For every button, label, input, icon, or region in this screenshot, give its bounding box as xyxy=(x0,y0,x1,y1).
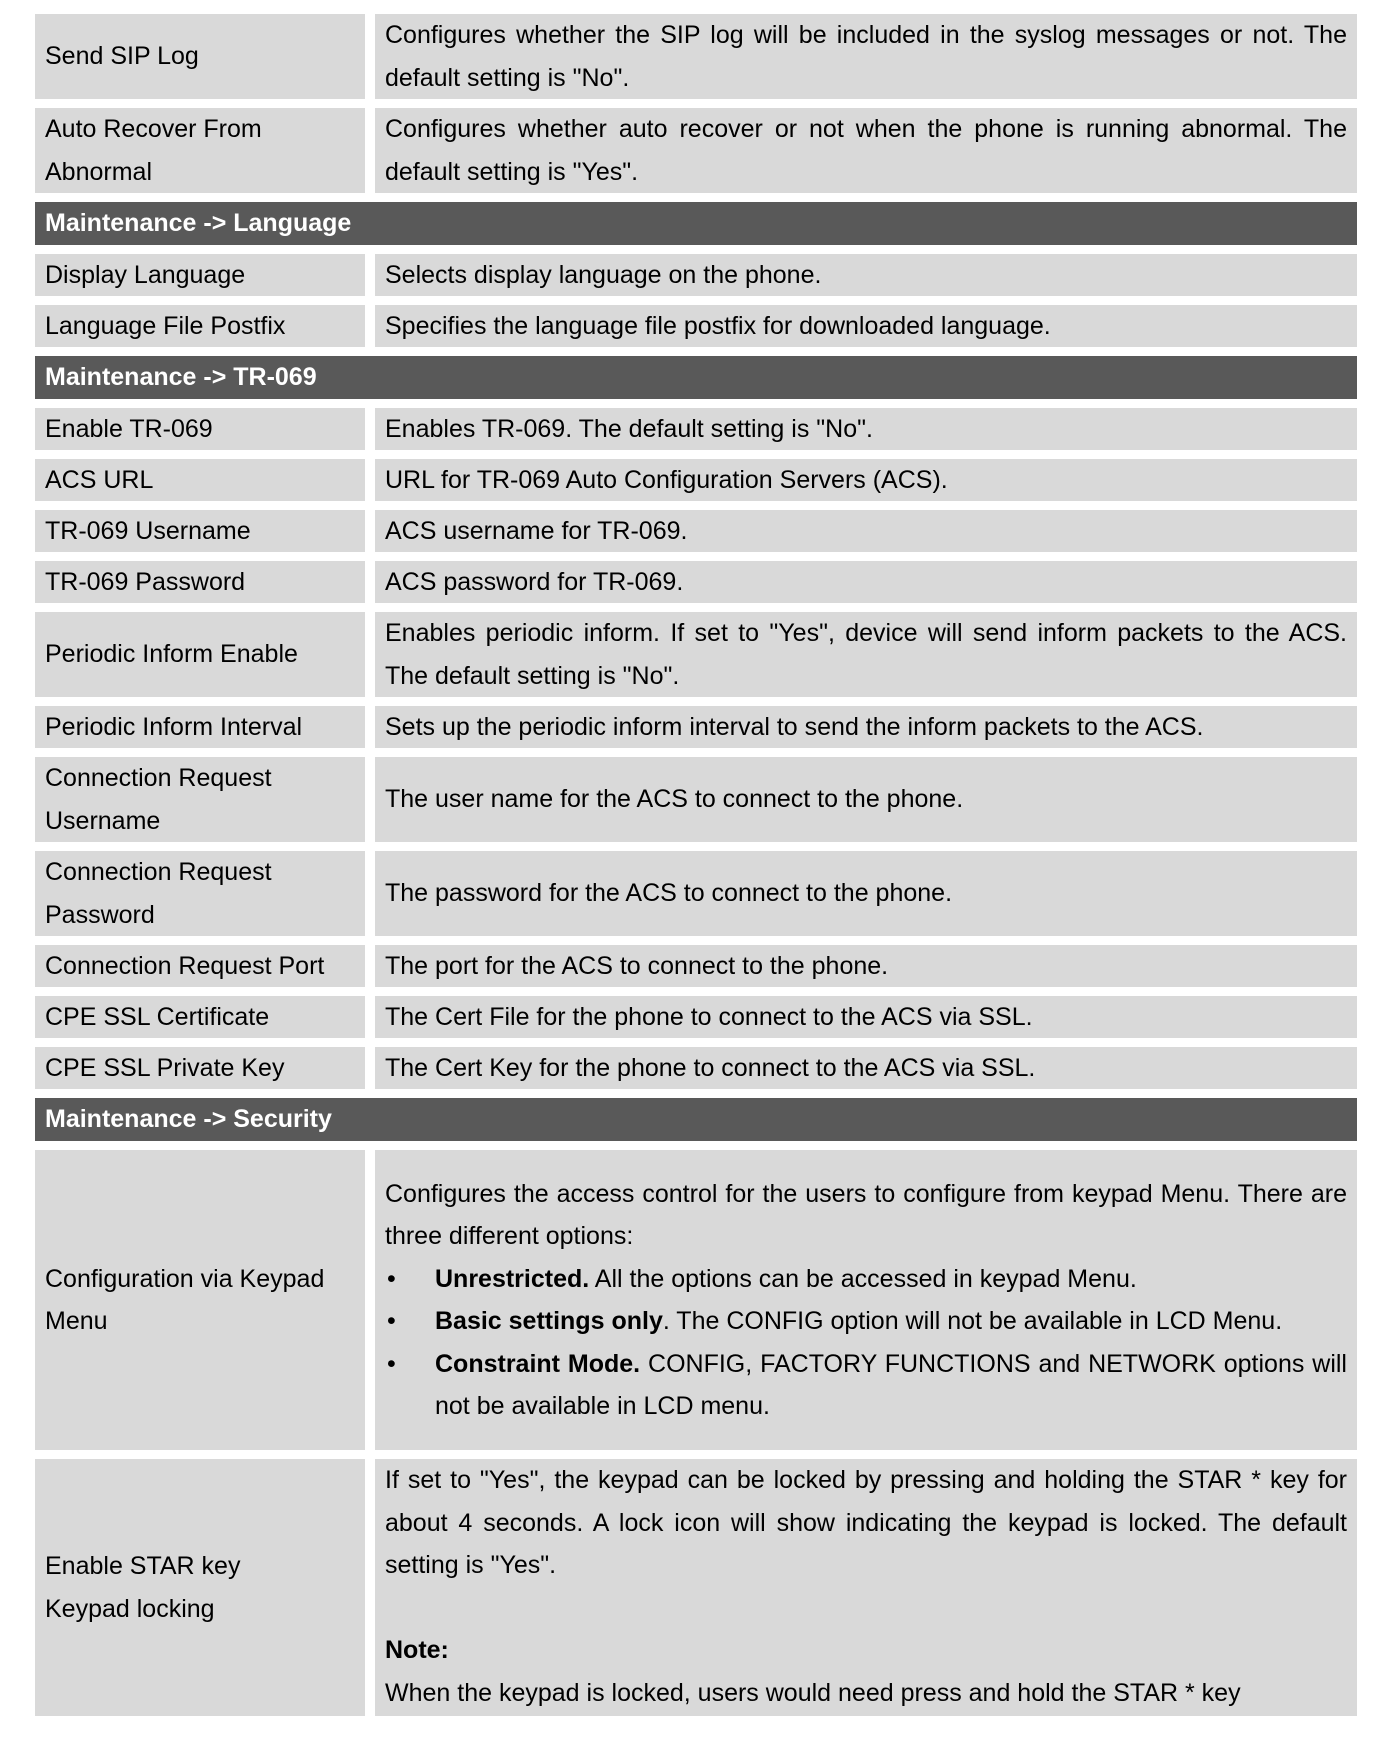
table-row-auto-recover xyxy=(35,108,1357,193)
table-row-language-file-postfix xyxy=(35,305,1357,347)
row-label: Periodic Inform Enable xyxy=(35,612,365,697)
table-row-tr069-password xyxy=(35,561,1357,603)
section-header-tr069: Maintenance -> TR-069 xyxy=(35,356,1357,399)
description-text: ACS password for TR-069. xyxy=(385,567,684,596)
row-description xyxy=(375,612,1357,697)
row-label: Connection Request Username xyxy=(35,757,365,842)
row-description xyxy=(375,459,1357,501)
note-title xyxy=(385,1629,1347,1672)
row-description xyxy=(375,1459,1357,1716)
row-label: Auto Recover From Abnormal xyxy=(35,108,365,193)
option-text: CONFIG, FACTORY FUNCTIONS and NETWORK options will not be available in LCD menu. xyxy=(435,1349,1347,1420)
description-text: The Cert File for the phone to connect to the ACS via SSL. xyxy=(385,1002,1033,1031)
row-description xyxy=(375,1150,1357,1450)
table-row-periodic-inform-enable xyxy=(35,612,1357,697)
row-label: ACS URL xyxy=(35,459,365,501)
row-description xyxy=(375,706,1357,748)
row-label: Connection Request Port xyxy=(35,945,365,987)
row-label: CPE SSL Private Key xyxy=(35,1047,365,1089)
description-text: URL for TR-069 Auto Configuration Servers (ACS). xyxy=(385,465,948,494)
table-row-connection-request-username xyxy=(35,757,1357,842)
row-description xyxy=(375,510,1357,552)
description-text: ACS username for TR-069. xyxy=(385,516,688,545)
description-text: Specifies the language file postfix for downloaded language. xyxy=(385,311,1051,340)
row-label: Language File Postfix xyxy=(35,305,365,347)
label-line-2: Keypad locking xyxy=(45,1594,215,1623)
table-row-connection-request-port xyxy=(35,945,1357,987)
description-text: The Cert Key for the phone to connect to the ACS via SSL. xyxy=(385,1053,1036,1082)
label-line-1: Enable STAR key xyxy=(45,1552,241,1580)
settings-table xyxy=(35,14,1357,1725)
row-label: Periodic Inform Interval xyxy=(35,706,365,748)
section-header-security: Maintenance -> Security xyxy=(35,1098,1357,1141)
table-row-enable-tr069 xyxy=(35,408,1357,450)
note-title-text: Note: xyxy=(385,1636,449,1664)
row-label: Enable TR-069 xyxy=(35,408,365,450)
row-description xyxy=(375,108,1357,193)
option-unrestricted xyxy=(385,1258,1347,1301)
row-label: TR-069 Password xyxy=(35,561,365,603)
row-label: Connection Request Password xyxy=(35,851,365,936)
row-description xyxy=(375,254,1357,296)
table-row-config-via-keypad-menu xyxy=(35,1150,1357,1450)
row-description xyxy=(375,561,1357,603)
description-text: The user name for the ACS to connect to the phone. xyxy=(385,785,964,814)
option-text: All the options can be accessed in keypad Menu. xyxy=(589,1264,1137,1293)
description-text: Enables TR-069. The default setting is "No". xyxy=(385,414,873,443)
row-description xyxy=(375,851,1357,936)
row-label xyxy=(35,1459,365,1716)
note-text: When the keypad is locked, users would need press and hold the STAR * key xyxy=(385,1678,1241,1707)
description-text: Configures whether auto recover or not when the phone is running abnormal. The default setting is "Yes". xyxy=(385,115,1347,186)
options-list xyxy=(385,1258,1347,1428)
row-description xyxy=(375,945,1357,987)
description-text: The port for the ACS to connect to the phone. xyxy=(385,951,889,980)
row-label: Display Language xyxy=(35,254,365,296)
row-description xyxy=(375,1047,1357,1089)
row-label: Configuration via Keypad Menu xyxy=(35,1150,365,1450)
table-row-connection-request-password xyxy=(35,851,1357,936)
option-text: . The CONFIG option will not be available in LCD Menu. xyxy=(662,1307,1283,1335)
description-text: The password for the ACS to connect to the phone. xyxy=(385,879,953,908)
bullet-icon: • xyxy=(387,1307,396,1335)
table-row-cpe-ssl-private-key xyxy=(35,1047,1357,1089)
bullet-icon: • xyxy=(387,1264,396,1293)
table-row-send-sip-log xyxy=(35,14,1357,99)
row-description xyxy=(375,14,1357,99)
section-header-language: Maintenance -> Language xyxy=(35,202,1357,245)
table-row-tr069-username xyxy=(35,510,1357,552)
row-description xyxy=(375,996,1357,1038)
description-text: Configures whether the SIP log will be included in the syslog messages or not. The default setting is "No". xyxy=(385,21,1347,92)
description-text: Enables periodic inform. If set to "Yes", device will send inform packets to the ACS. The default setting is "No". xyxy=(385,619,1347,690)
bullet-icon: • xyxy=(387,1349,396,1378)
table-row-cpe-ssl-certificate xyxy=(35,996,1357,1038)
option-name: Unrestricted. xyxy=(435,1264,590,1293)
row-description xyxy=(375,305,1357,347)
description-text: If set to "Yes", the keypad can be locked by pressing and holding the STAR * key for about 4 seconds. A lock icon will show indicating the keypad is locked. The default setting is "Yes". xyxy=(385,1466,1347,1579)
table-row-display-language xyxy=(35,254,1357,296)
option-name: Basic settings only xyxy=(435,1307,663,1335)
table-row-periodic-inform-interval xyxy=(35,706,1357,748)
option-basic-settings-only xyxy=(385,1300,1347,1343)
row-description xyxy=(375,408,1357,450)
description-intro: Configures the access control for the users to configure from keypad Menu. There are three different options: xyxy=(385,1179,1347,1250)
row-label: Send SIP Log xyxy=(35,14,365,99)
row-label: TR-069 Username xyxy=(35,510,365,552)
row-description xyxy=(375,757,1357,842)
option-constraint-mode xyxy=(385,1343,1347,1428)
row-label: CPE SSL Certificate xyxy=(35,996,365,1038)
spacer xyxy=(385,1587,1347,1630)
description-text: Selects display language on the phone. xyxy=(385,260,822,289)
table-row-acs-url xyxy=(35,459,1357,501)
table-row-star-key-locking xyxy=(35,1459,1357,1716)
option-name: Constraint Mode. xyxy=(435,1349,641,1378)
description-text: Sets up the periodic inform interval to send the inform packets to the ACS. xyxy=(385,712,1204,741)
